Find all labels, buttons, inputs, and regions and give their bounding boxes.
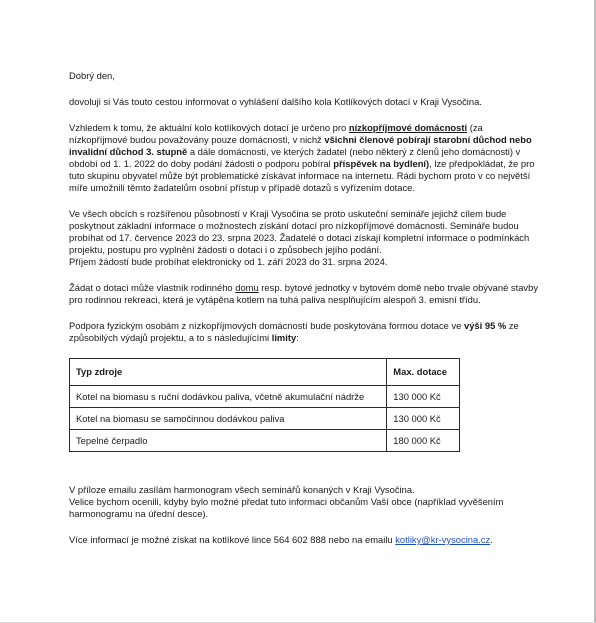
source-type-cell: Kotel na biomasu s ruční dodávkou paliva, včetně akumulační nádrže [70,386,387,408]
contact-paragraph [69,534,539,546]
max-subsidy-cell: 180 000 Kč [387,430,460,452]
text-run: Více informací je možné získat na kotlíkové lince 564 602 888 nebo na emailu [69,534,396,545]
max-subsidy-cell: 130 000 Kč [387,408,460,430]
limits-term: limity [271,332,297,343]
source-type-cell: Tepelné čerpadlo [70,430,387,452]
text-run: (za nízkopříjmové budou považovány pouze domácnosti, v nichž [69,122,483,145]
house-term: domu [235,282,259,293]
max-subsidy-cell: 130 000 Kč [387,386,460,408]
eligibility-paragraph [69,122,539,194]
attachment-text: V příloze emailu zasílám harmonogram všech seminářů konaných v Kraji Vysočina. [69,484,415,495]
email-body [69,70,539,546]
intro-paragraph: dovoluji si Vás touto cestou informovat o vyhlášení dalšího kola Kotlíkových dotací v Kraji Vysočina. [69,96,482,107]
table-row [70,430,460,452]
table-header-row [70,359,460,386]
text-run: Podpora fyzickým osobám z nízkopříjmových domácností bude poskytována formou dotace ve [69,320,464,331]
housing-allowance-term: příspěvek na bydlení) [333,158,430,169]
source-type-cell: Kotel na biomasu se samočinnou dodávkou paliva [70,408,387,430]
text-run: resp. bytové jednotky v bytovém domě nebo trvale obývané stavby pro rodinnou rekreaci, která je vytápěna kotlem na tuhá paliva nesplňujícím alespoň 3. emisní třídu. [69,282,539,305]
subsidy-limits-table [69,358,460,452]
table-row [70,408,460,430]
greeting: Dobrý den, [69,70,115,81]
support-paragraph [69,320,539,344]
text-run: Žádat o dotaci může vlastník rodinného [69,282,236,293]
support-rate: výši 95 % [464,320,507,331]
attachment-paragraph [69,484,539,520]
header-max-subsidy: Max. dotace [387,359,460,386]
table-row [70,386,460,408]
text-run: a dále domácnosti, ve kterých žadatel (nebo některý z členů jeho domácnosti) v období od 1. 1. 2022 do doby podání žádosti o podporu pobíral [69,146,521,169]
text-run: , lze předpokládat, že pro tuto skupinu obyvatel může být problematické získávat informace na internetu. Rádi bychom proto v co největší míře umožnili těmto žadatelům osobní přístup v případě dotazů s vyřízením dotace. [69,158,535,193]
applications-period: Příjem žádostí bude probíhat elektronicky od 1. září 2023 do 31. srpna 2024. [69,256,388,267]
text-run: . [490,534,493,545]
applicant-paragraph [69,282,539,306]
seminars-paragraph [69,208,539,268]
request-text: Velice bychom ocenili, kdyby bylo možné předat tuto informaci občanům Vaší obce (například vyvěšením harmonogramu na úřední desce). [69,496,504,519]
text-run: Vzhledem k tomu, že aktuální kolo kotlíkových dotací je určeno pro [69,122,349,133]
seminars-text: Ve všech obcích s rozšířenou působností v Kraji Vysočina se proto uskuteční semináře jejichž cílem bude poskytnout základní informace o možnostech získání dotací pro nízkopříjmové domácnosti. Semináře budou probíhat od 17. července 2023 do 23. srpna 2023. Žadatelé o dotaci získají kompletní informace o podmínkách projektu, postupu pro vyplnění žádosti o dotaci i o způsobech jejího podání. [69,208,530,255]
text-run: : [296,332,299,343]
email-link[interactable]: kotliky@kr-vysocina.cz [395,534,491,545]
text-run: ze způsobilých výdajů projektu, a to s následujícími [69,320,519,343]
pensioners-condition: všichni členové pobírají starobní důchod nebo invalidní důchod 3. stupně [69,134,532,157]
header-source-type: Typ zdroje [70,359,387,386]
low-income-households-term: nízkopříjmové domácnosti [348,122,468,133]
